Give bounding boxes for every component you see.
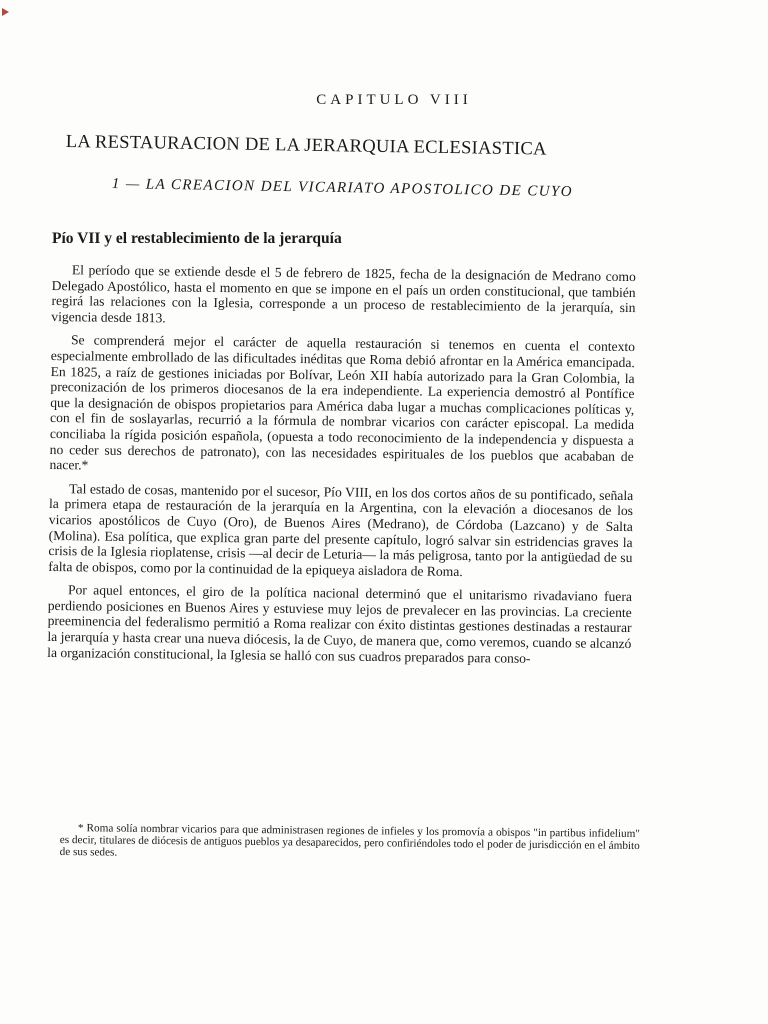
section-heading: Pío VII y el restablecimiento de la jerarquía [52, 230, 342, 247]
paragraph: Por aquel entonces, el giro de la política nacional determinó que el unitarismo rivadaviano fuera perdiendo posiciones en Buenos Aires y estuviese muy lejos de prevalecer en las provincias. La creciente preeminencia del federalismo permitió a Roma realizar con éxito distintas gestiones destinadas a restaurar la jerarquía y hasta crear una nueva diócesis, la de Cuyo, de manera que, como veremos, cuando se alcanzó la organización constitucional, la Iglesia se halló con sus cuadros preparados para conso- [47, 582, 633, 666]
paragraph: El período que se extiende desde el 5 de febrero de 1825, fecha de la designación de Medrano como Delegado Apostólico, hasta el momento en que se impone en el país un orden constitucional, que también regirá las relaciones con la Iglesia, corresponde a un proceso de restablecimiento de la jerarquía, sin vigencia desde 1813. [51, 262, 636, 326]
footnote: * Roma solía nombrar vicarios para que administrasen regiones de infieles y los promovía a obispos "in partibus infidelium" es decir, titulares de diócesis de antiguos pueblos ya desaparecidos, pero confiriéndoles todo el poder de jurisdicción en el ámbito de sus sedes. [59, 822, 640, 859]
body-text [47, 262, 636, 675]
paragraph: Tal estado de cosas, mantenido por el sucesor, Pío VIII, en los dos cortos años de su pontificado, señala la primera etapa de restauración de la jerarquía en la Argentina, con la elevación a diocesanos de los vicarios apostólicos de Cuyo (Oro), de Buenos Aires (Medrano), de Córdoba (Lazcano) y de Salta (Molina). Esa política, que explica gran parte del presente capítulo, logró salvar sin estridencias graves la crisis de la Iglesia rioplatense, crisis —al decir de Leturia— la más peligrosa, tanto por la antigüedad de su falta de obispos, como por la continuidad de la epiqueya aisladora de Roma. [48, 480, 634, 579]
paragraph: Se comprenderá mejor el carácter de aquella restauración si tenemos en cuenta el contexto especialmente embrollado de las dificultades inéditas que Roma debió afrontar en la América emancipada. En 1825, a raíz de gestiones iniciadas por Bolívar, León XII había autorizado para la Gran Colombia, la preconización de los primeros diocesanos de la era independiente. La experiencia demostró al Pontífice que la designación de obispos propietarios para América daba lugar a muchas complicaciones políticas y, con el fin de soslayarlas, recurrió a la fórmula de nombrar vicarios con carácter episcopal. La medida conciliaba la rígida posición española, (opuesta a todo reconocimiento de la independencia y dispuesta a no ceder sus derechos de patronato), con las necesidades espirituales de los pueblos que acababan de nacer.* [49, 332, 636, 473]
page-corner-mark [2, 8, 9, 16]
chapter-title: LA RESTAURACION DE LA JERARQUIA ECLESIASTICA [65, 132, 547, 160]
chapter-heading: CAPITULO VIII [316, 92, 472, 108]
chapter-subtitle: 1 — LA CREACION DEL VICARIATO APOSTOLICO DE CUYO [111, 176, 574, 201]
